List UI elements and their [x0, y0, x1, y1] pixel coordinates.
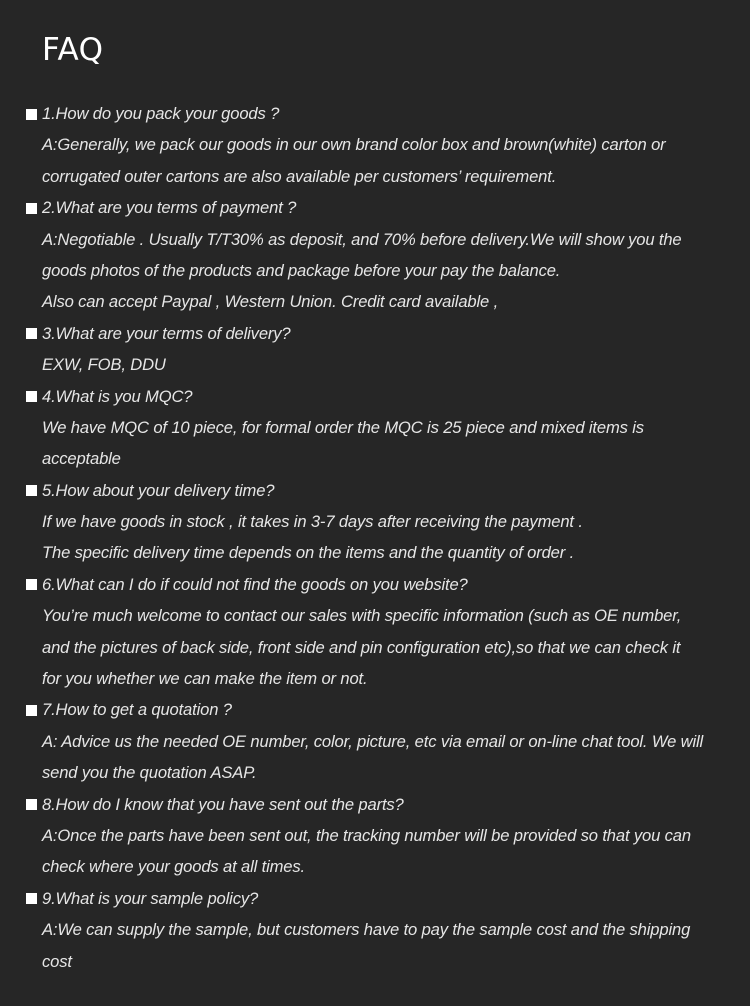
- faq-answer-line: Also can accept Paypal , Western Union. Credit card available ,: [42, 292, 499, 312]
- faq-list: [0, 98, 750, 977]
- faq-answer-line: A: Advice us the needed OE number, color, picture, etc via email or on-line chat tool. We will: [42, 731, 704, 751]
- faq-answer-line: A:Negotiable . Usually T/T30% as deposit, and 70% before delivery.We will show you the: [42, 229, 682, 249]
- faq-answer-line: A:We can supply the sample, but customers have to pay the sample cost and the shipping: [42, 920, 691, 940]
- faq-question: [0, 883, 750, 914]
- faq-answer-line: A:Generally, we pack our goods in our own brand color box and brown(white) carton or: [42, 135, 666, 155]
- faq-answer-line: EXW, FOB, DDU: [42, 355, 166, 375]
- square-bullet-icon: [26, 109, 37, 120]
- question-text: 6.What can I do if could not find the goods on you website?: [42, 574, 468, 594]
- faq-question: [0, 318, 750, 349]
- faq-question: [0, 694, 750, 725]
- faq-answer-line: check where your goods at all times.: [42, 857, 305, 877]
- square-bullet-icon: [26, 203, 37, 214]
- question-text: 5.How about your delivery time?: [42, 480, 275, 500]
- faq-question: [0, 475, 750, 506]
- faq-question: [0, 789, 750, 820]
- faq-answer-line: cost: [42, 951, 72, 971]
- square-bullet-icon: [26, 893, 37, 904]
- faq-question: [0, 381, 750, 412]
- faq-answer-line: You’re much welcome to contact our sales with specific information (such as OE number,: [42, 606, 682, 626]
- faq-answer-line: corrugated outer cartons are also available per customers’ requirement.: [42, 166, 557, 186]
- square-bullet-icon: [26, 579, 37, 590]
- faq-answer-line: for you whether we can make the item or not.: [42, 669, 368, 689]
- question-text: 8.How do I know that you have sent out the parts?: [42, 794, 404, 814]
- question-text: 2.What are you terms of payment ?: [42, 198, 297, 218]
- page-title: FAQ: [42, 32, 104, 68]
- question-text: 7.How to get a quotation ?: [42, 700, 232, 720]
- question-text: 4.What is you MQC?: [42, 386, 193, 406]
- faq-answer-line: We have MQC of 10 piece, for formal order the MQC is 25 piece and mixed items is: [42, 417, 644, 437]
- question-text: 1.How do you pack your goods ?: [42, 104, 280, 123]
- faq-question: [0, 98, 750, 129]
- square-bullet-icon: [26, 328, 37, 339]
- faq-answer-line: The specific delivery time depends on the items and the quantity of order .: [42, 543, 575, 563]
- question-text: 9.What is your sample policy?: [42, 888, 259, 908]
- faq-question: [0, 192, 750, 223]
- square-bullet-icon: [26, 391, 37, 402]
- faq-answer-line: send you the quotation ASAP.: [42, 763, 257, 783]
- question-text: 3.What are your terms of delivery?: [42, 323, 291, 343]
- faq-answer-line: goods photos of the products and package before your pay the balance.: [42, 260, 561, 280]
- faq-question: [0, 569, 750, 600]
- square-bullet-icon: [26, 485, 37, 496]
- square-bullet-icon: [26, 799, 37, 810]
- square-bullet-icon: [26, 705, 37, 716]
- faq-answer-line: A:Once the parts have been sent out, the tracking number will be provided so that you can: [42, 825, 691, 845]
- faq-answer-line: If we have goods in stock , it takes in 3-7 days after receiving the payment .: [42, 512, 583, 532]
- faq-answer-line: acceptable: [42, 449, 121, 469]
- faq-answer-line: and the pictures of back side, front side and pin configuration etc),so that we can check it: [42, 637, 681, 657]
